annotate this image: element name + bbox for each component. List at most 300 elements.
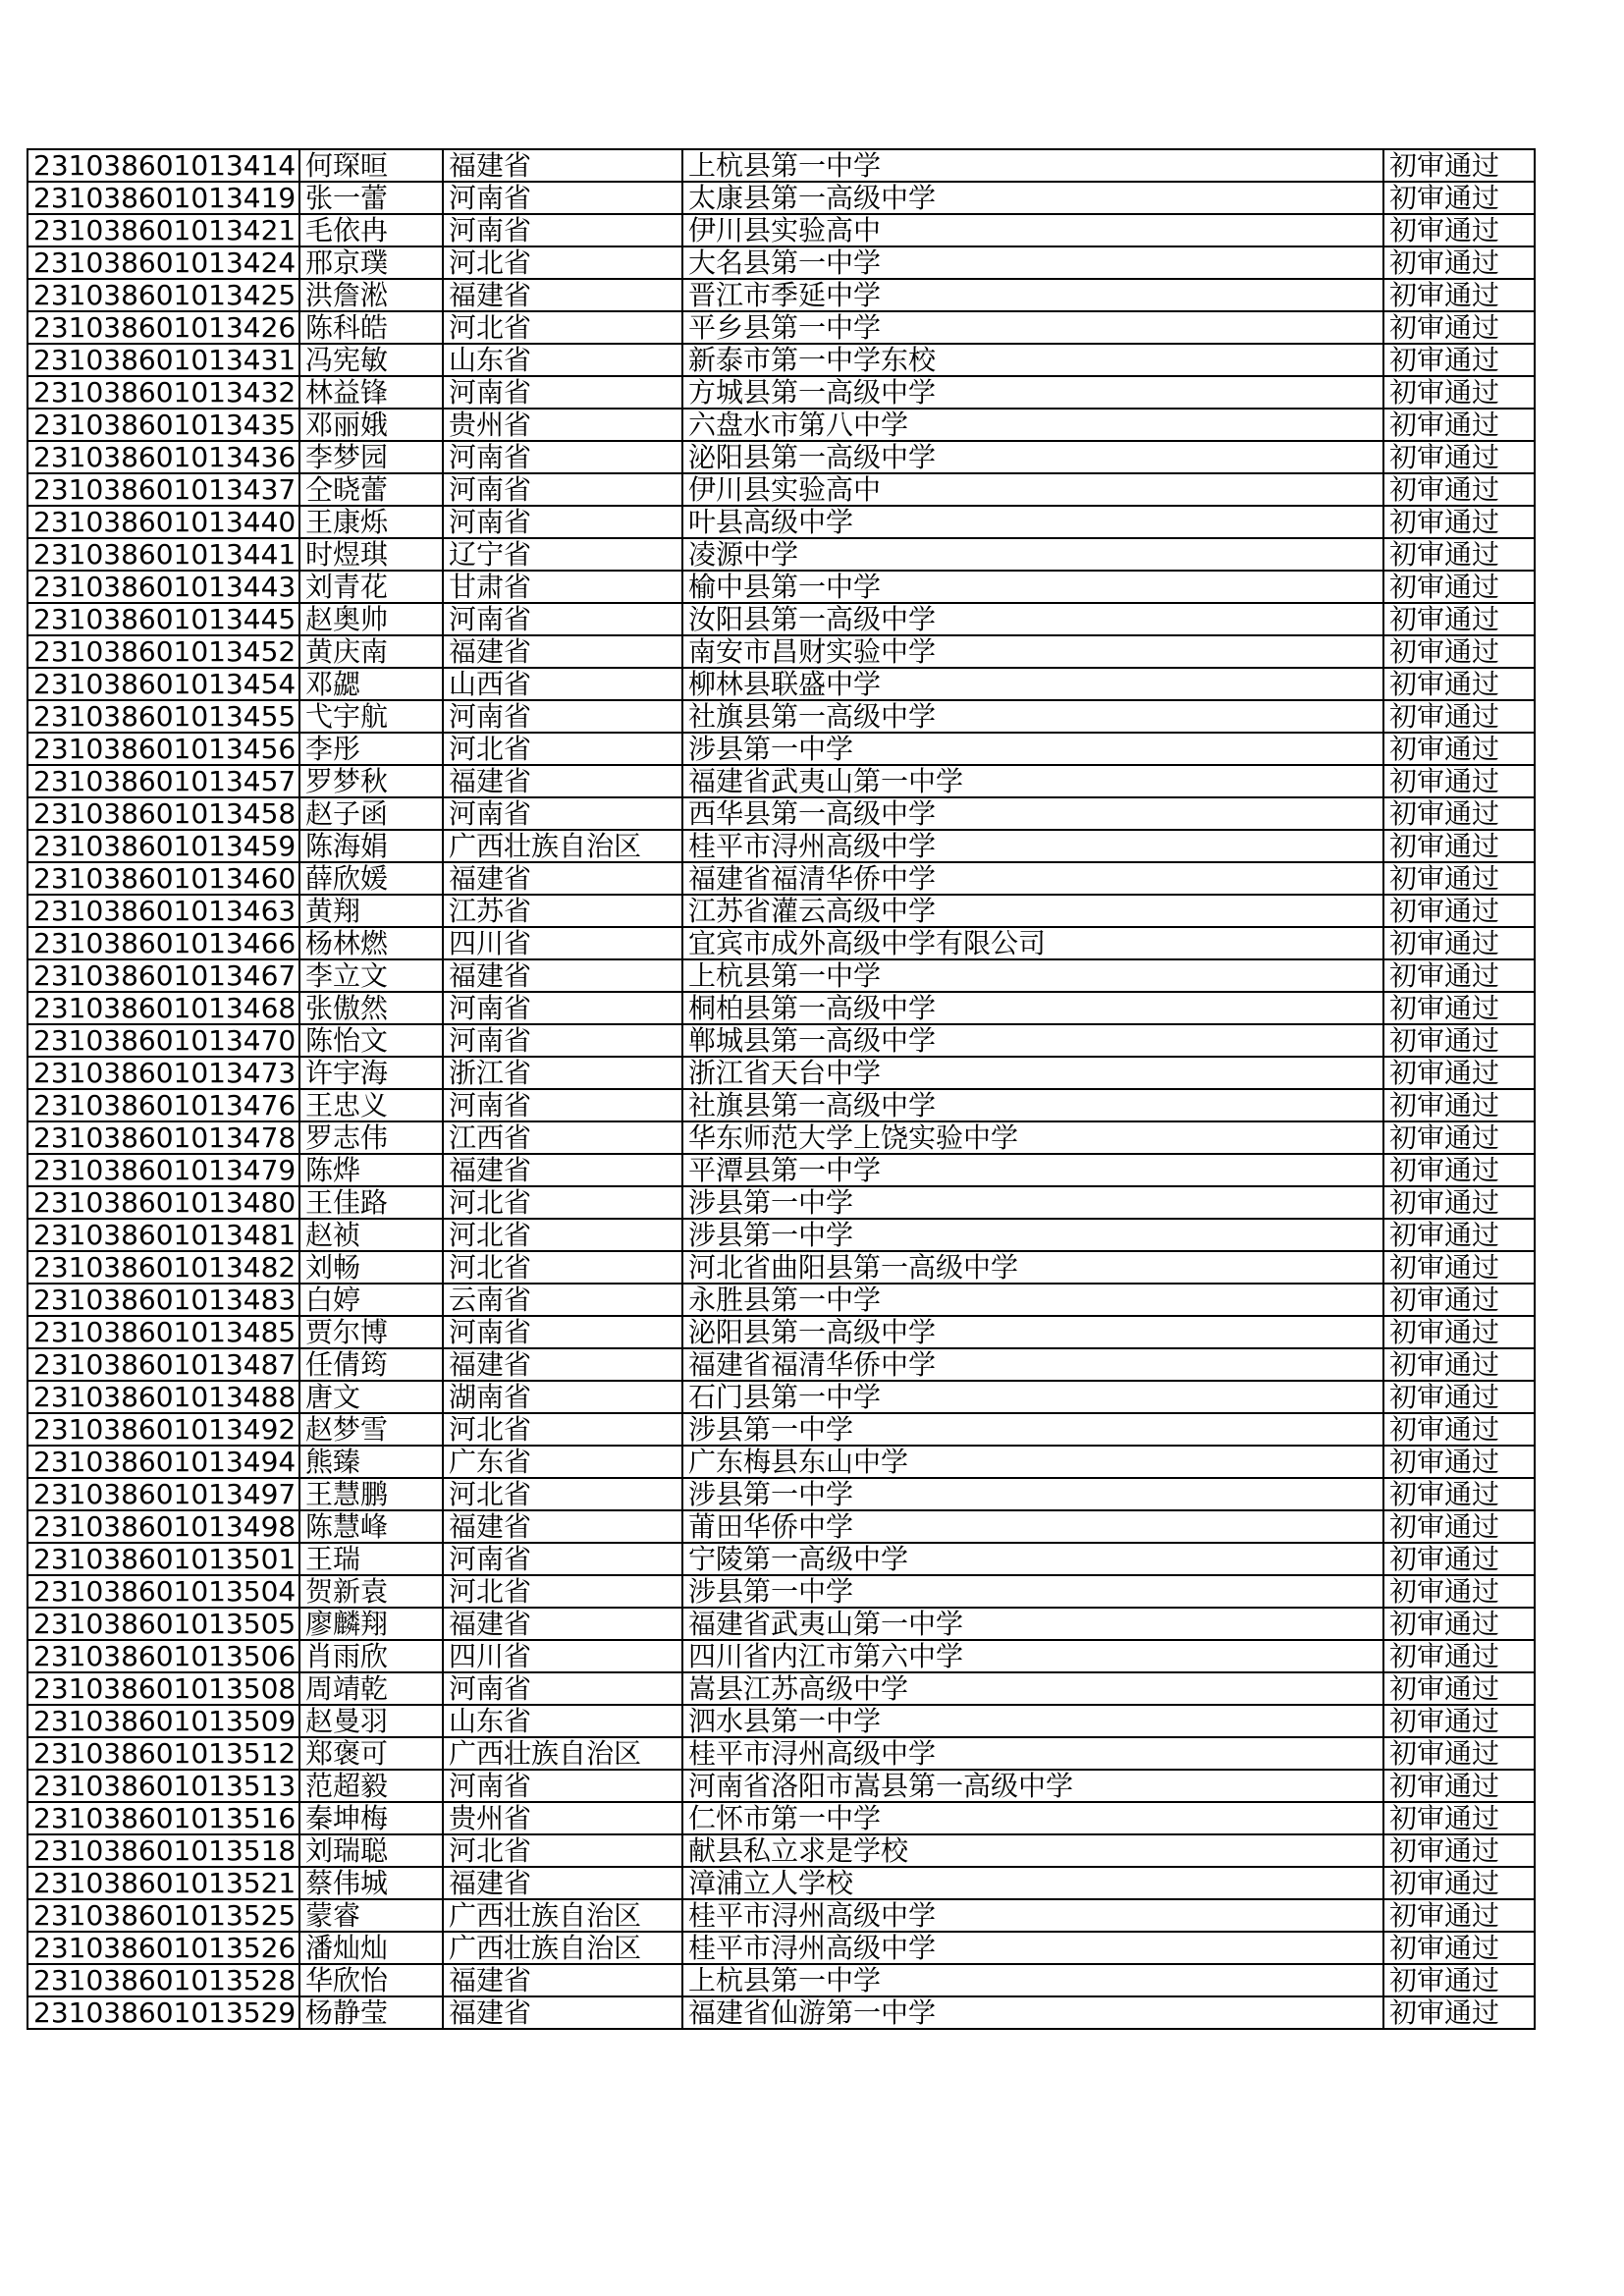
table-row <box>27 1186 1535 1219</box>
id-cell: 231038601013508 <box>27 1672 299 1705</box>
id-cell: 231038601013454 <box>27 668 299 700</box>
name-cell: 毛依冉 <box>299 214 443 246</box>
name-cell: 刘畅 <box>299 1251 443 1284</box>
name-cell: 唐文 <box>299 1381 443 1413</box>
table-row <box>27 473 1535 506</box>
school-cell: 上杭县第一中学 <box>682 1964 1383 1996</box>
status-cell: 初审通过 <box>1383 1024 1535 1057</box>
status-cell: 初审通过 <box>1383 1154 1535 1186</box>
province-cell: 辽宁省 <box>443 538 682 571</box>
province-cell: 广西壮族自治区 <box>443 1932 682 1964</box>
table-row <box>27 1575 1535 1608</box>
id-cell: 231038601013452 <box>27 635 299 668</box>
status-cell: 初审通过 <box>1383 959 1535 992</box>
name-cell: 何琛晅 <box>299 149 443 182</box>
table-row <box>27 1964 1535 1996</box>
id-cell: 231038601013476 <box>27 1089 299 1121</box>
status-cell: 初审通过 <box>1383 668 1535 700</box>
status-cell: 初审通过 <box>1383 1219 1535 1251</box>
province-cell: 河北省 <box>443 1251 682 1284</box>
name-cell: 赵子函 <box>299 797 443 830</box>
status-cell: 初审通过 <box>1383 1802 1535 1834</box>
id-cell: 231038601013467 <box>27 959 299 992</box>
table-row <box>27 1867 1535 1899</box>
school-cell: 福建省武夷山第一中学 <box>682 765 1383 797</box>
id-cell: 231038601013525 <box>27 1899 299 1932</box>
school-cell: 方城县第一高级中学 <box>682 376 1383 409</box>
status-cell: 初审通过 <box>1383 765 1535 797</box>
status-cell: 初审通过 <box>1383 1057 1535 1089</box>
name-cell: 周靖乾 <box>299 1672 443 1705</box>
status-cell: 初审通过 <box>1383 246 1535 279</box>
name-cell: 李立文 <box>299 959 443 992</box>
name-cell: 杨林燃 <box>299 927 443 959</box>
name-cell: 林益锋 <box>299 376 443 409</box>
province-cell: 河南省 <box>443 603 682 635</box>
school-cell: 漳浦立人学校 <box>682 1867 1383 1899</box>
status-cell: 初审通过 <box>1383 1705 1535 1737</box>
province-cell: 福建省 <box>443 959 682 992</box>
id-cell: 231038601013512 <box>27 1737 299 1770</box>
status-cell: 初审通过 <box>1383 895 1535 927</box>
id-cell: 231038601013473 <box>27 1057 299 1089</box>
table-row <box>27 635 1535 668</box>
school-cell: 桂平市浔州高级中学 <box>682 1932 1383 1964</box>
school-cell: 河北省曲阳县第一高级中学 <box>682 1251 1383 1284</box>
school-cell: 福建省武夷山第一中学 <box>682 1608 1383 1640</box>
id-cell: 231038601013487 <box>27 1348 299 1381</box>
id-cell: 231038601013425 <box>27 279 299 311</box>
name-cell: 王佳路 <box>299 1186 443 1219</box>
name-cell: 刘青花 <box>299 571 443 603</box>
table-row <box>27 538 1535 571</box>
table-row <box>27 1543 1535 1575</box>
id-cell: 231038601013459 <box>27 830 299 862</box>
province-cell: 山东省 <box>443 344 682 376</box>
name-cell: 贾尔博 <box>299 1316 443 1348</box>
id-cell: 231038601013463 <box>27 895 299 927</box>
province-cell: 福建省 <box>443 279 682 311</box>
table-row <box>27 441 1535 473</box>
name-cell: 王康烁 <box>299 506 443 538</box>
table-row <box>27 959 1535 992</box>
id-cell: 231038601013504 <box>27 1575 299 1608</box>
school-cell: 榆中县第一中学 <box>682 571 1383 603</box>
name-cell: 王忠义 <box>299 1089 443 1121</box>
school-cell: 宁陵第一高级中学 <box>682 1543 1383 1575</box>
status-cell: 初审通过 <box>1383 1737 1535 1770</box>
table-row <box>27 668 1535 700</box>
name-cell: 蔡伟城 <box>299 1867 443 1899</box>
name-cell: 刘瑞聪 <box>299 1834 443 1867</box>
status-cell: 初审通过 <box>1383 1640 1535 1672</box>
id-cell: 231038601013419 <box>27 182 299 214</box>
id-cell: 231038601013443 <box>27 571 299 603</box>
name-cell: 陈科皓 <box>299 311 443 344</box>
province-cell: 福建省 <box>443 635 682 668</box>
name-cell: 李梦园 <box>299 441 443 473</box>
table-row <box>27 1348 1535 1381</box>
id-cell: 231038601013435 <box>27 409 299 441</box>
school-cell: 平潭县第一中学 <box>682 1154 1383 1186</box>
id-cell: 231038601013456 <box>27 733 299 765</box>
school-cell: 永胜县第一中学 <box>682 1284 1383 1316</box>
province-cell: 福建省 <box>443 1348 682 1381</box>
table-row <box>27 1608 1535 1640</box>
status-cell: 初审通过 <box>1383 214 1535 246</box>
id-cell: 231038601013505 <box>27 1608 299 1640</box>
name-cell: 任倩筠 <box>299 1348 443 1381</box>
id-cell: 231038601013498 <box>27 1510 299 1543</box>
school-cell: 嵩县江苏高级中学 <box>682 1672 1383 1705</box>
id-cell: 231038601013526 <box>27 1932 299 1964</box>
id-cell: 231038601013518 <box>27 1834 299 1867</box>
table-row <box>27 311 1535 344</box>
status-cell: 初审通过 <box>1383 1316 1535 1348</box>
id-cell: 231038601013494 <box>27 1446 299 1478</box>
name-cell: 肖雨欣 <box>299 1640 443 1672</box>
id-cell: 231038601013488 <box>27 1381 299 1413</box>
school-cell: 福建省福清华侨中学 <box>682 862 1383 895</box>
name-cell: 张傲然 <box>299 992 443 1024</box>
name-cell: 白婷 <box>299 1284 443 1316</box>
id-cell: 231038601013529 <box>27 1996 299 2029</box>
table-row <box>27 700 1535 733</box>
school-cell: 浙江省天台中学 <box>682 1057 1383 1089</box>
school-cell: 晋江市季延中学 <box>682 279 1383 311</box>
name-cell: 洪詹淞 <box>299 279 443 311</box>
id-cell: 231038601013441 <box>27 538 299 571</box>
table-row <box>27 992 1535 1024</box>
status-cell: 初审通过 <box>1383 344 1535 376</box>
province-cell: 贵州省 <box>443 409 682 441</box>
status-cell: 初审通过 <box>1383 1575 1535 1608</box>
province-cell: 福建省 <box>443 149 682 182</box>
id-cell: 231038601013479 <box>27 1154 299 1186</box>
province-cell: 福建省 <box>443 862 682 895</box>
name-cell: 仝晓蕾 <box>299 473 443 506</box>
name-cell: 邢京璞 <box>299 246 443 279</box>
province-cell: 福建省 <box>443 765 682 797</box>
province-cell: 广西壮族自治区 <box>443 830 682 862</box>
school-cell: 涉县第一中学 <box>682 733 1383 765</box>
status-cell: 初审通过 <box>1383 1932 1535 1964</box>
status-cell: 初审通过 <box>1383 1770 1535 1802</box>
name-cell: 杨静莹 <box>299 1996 443 2029</box>
province-cell: 江苏省 <box>443 895 682 927</box>
table-row <box>27 862 1535 895</box>
province-cell: 广西壮族自治区 <box>443 1737 682 1770</box>
id-cell: 231038601013497 <box>27 1478 299 1510</box>
table-row <box>27 1478 1535 1510</box>
province-cell: 河南省 <box>443 1770 682 1802</box>
name-cell: 陈怡文 <box>299 1024 443 1057</box>
province-cell: 河南省 <box>443 182 682 214</box>
name-cell: 冯宪敏 <box>299 344 443 376</box>
school-cell: 华东师范大学上饶实验中学 <box>682 1121 1383 1154</box>
province-cell: 河北省 <box>443 1186 682 1219</box>
table-row <box>27 1121 1535 1154</box>
province-cell: 湖南省 <box>443 1381 682 1413</box>
name-cell: 时煜琪 <box>299 538 443 571</box>
status-cell: 初审通过 <box>1383 182 1535 214</box>
province-cell: 河南省 <box>443 992 682 1024</box>
school-cell: 泌阳县第一高级中学 <box>682 441 1383 473</box>
status-cell: 初审通过 <box>1383 862 1535 895</box>
id-cell: 231038601013421 <box>27 214 299 246</box>
province-cell: 福建省 <box>443 1608 682 1640</box>
status-cell: 初审通过 <box>1383 1899 1535 1932</box>
id-cell: 231038601013437 <box>27 473 299 506</box>
status-cell: 初审通过 <box>1383 1089 1535 1121</box>
name-cell: 邓勰 <box>299 668 443 700</box>
table-row <box>27 1996 1535 2029</box>
school-cell: 太康县第一高级中学 <box>682 182 1383 214</box>
school-cell: 宜宾市成外高级中学有限公司 <box>682 927 1383 959</box>
id-cell: 231038601013457 <box>27 765 299 797</box>
name-cell: 陈烨 <box>299 1154 443 1186</box>
table-row <box>27 1802 1535 1834</box>
name-cell: 范超毅 <box>299 1770 443 1802</box>
school-cell: 社旗县第一高级中学 <box>682 700 1383 733</box>
table-row <box>27 797 1535 830</box>
results-table <box>27 148 1536 2030</box>
table-row <box>27 506 1535 538</box>
name-cell: 王慧鹏 <box>299 1478 443 1510</box>
province-cell: 河南省 <box>443 797 682 830</box>
province-cell: 云南省 <box>443 1284 682 1316</box>
status-cell: 初审通过 <box>1383 279 1535 311</box>
table-row <box>27 1672 1535 1705</box>
table-row <box>27 603 1535 635</box>
school-cell: 桐柏县第一高级中学 <box>682 992 1383 1024</box>
name-cell: 赵奥帅 <box>299 603 443 635</box>
table-row <box>27 1899 1535 1932</box>
status-cell: 初审通过 <box>1383 1446 1535 1478</box>
table-row <box>27 1251 1535 1284</box>
status-cell: 初审通过 <box>1383 1381 1535 1413</box>
status-cell: 初审通过 <box>1383 1834 1535 1867</box>
id-cell: 231038601013482 <box>27 1251 299 1284</box>
school-cell: 献县私立求是学校 <box>682 1834 1383 1867</box>
table-row <box>27 1932 1535 1964</box>
status-cell: 初审通过 <box>1383 1672 1535 1705</box>
id-cell: 231038601013445 <box>27 603 299 635</box>
name-cell: 陈慧峰 <box>299 1510 443 1543</box>
school-cell: 六盘水市第八中学 <box>682 409 1383 441</box>
province-cell: 浙江省 <box>443 1057 682 1089</box>
status-cell: 初审通过 <box>1383 506 1535 538</box>
status-cell: 初审通过 <box>1383 1186 1535 1219</box>
school-cell: 石门县第一中学 <box>682 1381 1383 1413</box>
province-cell: 河南省 <box>443 376 682 409</box>
school-cell: 桂平市浔州高级中学 <box>682 1737 1383 1770</box>
status-cell: 初审通过 <box>1383 797 1535 830</box>
table-row <box>27 1089 1535 1121</box>
school-cell: 汝阳县第一高级中学 <box>682 603 1383 635</box>
table-row <box>27 182 1535 214</box>
id-cell: 231038601013509 <box>27 1705 299 1737</box>
province-cell: 河北省 <box>443 246 682 279</box>
name-cell: 张一蕾 <box>299 182 443 214</box>
school-cell: 桂平市浔州高级中学 <box>682 1899 1383 1932</box>
school-cell: 凌源中学 <box>682 538 1383 571</box>
school-cell: 上杭县第一中学 <box>682 959 1383 992</box>
table-row <box>27 214 1535 246</box>
school-cell: 伊川县实验高中 <box>682 214 1383 246</box>
school-cell: 江苏省灌云高级中学 <box>682 895 1383 927</box>
table-row <box>27 409 1535 441</box>
school-cell: 柳林县联盛中学 <box>682 668 1383 700</box>
name-cell: 贺新袁 <box>299 1575 443 1608</box>
id-cell: 231038601013458 <box>27 797 299 830</box>
status-cell: 初审通过 <box>1383 571 1535 603</box>
province-cell: 福建省 <box>443 1996 682 2029</box>
school-cell: 上杭县第一中学 <box>682 149 1383 182</box>
name-cell: 罗志伟 <box>299 1121 443 1154</box>
id-cell: 231038601013516 <box>27 1802 299 1834</box>
id-cell: 231038601013478 <box>27 1121 299 1154</box>
status-cell: 初审通过 <box>1383 473 1535 506</box>
school-cell: 涉县第一中学 <box>682 1186 1383 1219</box>
id-cell: 231038601013483 <box>27 1284 299 1316</box>
school-cell: 平乡县第一中学 <box>682 311 1383 344</box>
status-cell: 初审通过 <box>1383 1867 1535 1899</box>
status-cell: 初审通过 <box>1383 733 1535 765</box>
province-cell: 河北省 <box>443 1575 682 1608</box>
table-row <box>27 246 1535 279</box>
table-row <box>27 571 1535 603</box>
school-cell: 叶县高级中学 <box>682 506 1383 538</box>
table-row <box>27 830 1535 862</box>
id-cell: 231038601013440 <box>27 506 299 538</box>
table-row <box>27 1154 1535 1186</box>
school-cell: 四川省内江市第六中学 <box>682 1640 1383 1672</box>
school-cell: 大名县第一中学 <box>682 246 1383 279</box>
table-row <box>27 376 1535 409</box>
id-cell: 231038601013468 <box>27 992 299 1024</box>
id-cell: 231038601013506 <box>27 1640 299 1672</box>
status-cell: 初审通过 <box>1383 830 1535 862</box>
province-cell: 河南省 <box>443 1024 682 1057</box>
name-cell: 薛欣媛 <box>299 862 443 895</box>
table-row <box>27 765 1535 797</box>
name-cell: 华欣怡 <box>299 1964 443 1996</box>
status-cell: 初审通过 <box>1383 1284 1535 1316</box>
province-cell: 福建省 <box>443 1154 682 1186</box>
table-row <box>27 1024 1535 1057</box>
status-cell: 初审通过 <box>1383 409 1535 441</box>
table-row <box>27 1057 1535 1089</box>
table-row <box>27 927 1535 959</box>
status-cell: 初审通过 <box>1383 992 1535 1024</box>
school-cell: 郸城县第一高级中学 <box>682 1024 1383 1057</box>
school-cell: 西华县第一高级中学 <box>682 797 1383 830</box>
province-cell: 贵州省 <box>443 1802 682 1834</box>
status-cell: 初审通过 <box>1383 1510 1535 1543</box>
status-cell: 初审通过 <box>1383 311 1535 344</box>
id-cell: 231038601013501 <box>27 1543 299 1575</box>
status-cell: 初审通过 <box>1383 441 1535 473</box>
id-cell: 231038601013424 <box>27 246 299 279</box>
id-cell: 231038601013513 <box>27 1770 299 1802</box>
table-row <box>27 1446 1535 1478</box>
table-row <box>27 1219 1535 1251</box>
results-table-body <box>27 149 1535 2029</box>
name-cell: 黄庆南 <box>299 635 443 668</box>
id-cell: 231038601013431 <box>27 344 299 376</box>
province-cell: 河北省 <box>443 1413 682 1446</box>
province-cell: 河北省 <box>443 733 682 765</box>
status-cell: 初审通过 <box>1383 700 1535 733</box>
status-cell: 初审通过 <box>1383 1413 1535 1446</box>
school-cell: 新泰市第一中学东校 <box>682 344 1383 376</box>
province-cell: 河南省 <box>443 473 682 506</box>
province-cell: 河南省 <box>443 441 682 473</box>
status-cell: 初审通过 <box>1383 635 1535 668</box>
table-row <box>27 1413 1535 1446</box>
name-cell: 赵曼羽 <box>299 1705 443 1737</box>
name-cell: 郑褒可 <box>299 1737 443 1770</box>
school-cell: 伊川县实验高中 <box>682 473 1383 506</box>
name-cell: 潘灿灿 <box>299 1932 443 1964</box>
table-row <box>27 1381 1535 1413</box>
province-cell: 河南省 <box>443 1543 682 1575</box>
name-cell: 蒙睿 <box>299 1899 443 1932</box>
province-cell: 江西省 <box>443 1121 682 1154</box>
province-cell: 河北省 <box>443 1834 682 1867</box>
province-cell: 河北省 <box>443 1478 682 1510</box>
province-cell: 山东省 <box>443 1705 682 1737</box>
id-cell: 231038601013455 <box>27 700 299 733</box>
table-row <box>27 344 1535 376</box>
province-cell: 河南省 <box>443 700 682 733</box>
status-cell: 初审通过 <box>1383 1251 1535 1284</box>
table-row <box>27 1510 1535 1543</box>
school-cell: 社旗县第一高级中学 <box>682 1089 1383 1121</box>
school-cell: 桂平市浔州高级中学 <box>682 830 1383 862</box>
name-cell: 赵祯 <box>299 1219 443 1251</box>
school-cell: 涉县第一中学 <box>682 1413 1383 1446</box>
school-cell: 南安市昌财实验中学 <box>682 635 1383 668</box>
school-cell: 福建省福清华侨中学 <box>682 1348 1383 1381</box>
province-cell: 福建省 <box>443 1867 682 1899</box>
table-row <box>27 279 1535 311</box>
province-cell: 广西壮族自治区 <box>443 1899 682 1932</box>
status-cell: 初审通过 <box>1383 1608 1535 1640</box>
province-cell: 四川省 <box>443 1640 682 1672</box>
province-cell: 山西省 <box>443 668 682 700</box>
status-cell: 初审通过 <box>1383 1964 1535 1996</box>
name-cell: 罗梦秋 <box>299 765 443 797</box>
status-cell: 初审通过 <box>1383 603 1535 635</box>
table-row <box>27 1284 1535 1316</box>
province-cell: 甘肃省 <box>443 571 682 603</box>
name-cell: 陈海娟 <box>299 830 443 862</box>
id-cell: 231038601013528 <box>27 1964 299 1996</box>
school-cell: 广东梅县东山中学 <box>682 1446 1383 1478</box>
status-cell: 初审通过 <box>1383 149 1535 182</box>
table-row <box>27 733 1535 765</box>
province-cell: 福建省 <box>443 1964 682 1996</box>
table-row <box>27 1316 1535 1348</box>
school-cell: 莆田华侨中学 <box>682 1510 1383 1543</box>
province-cell: 广东省 <box>443 1446 682 1478</box>
table-row <box>27 1737 1535 1770</box>
id-cell: 231038601013470 <box>27 1024 299 1057</box>
table-row <box>27 1770 1535 1802</box>
id-cell: 231038601013426 <box>27 311 299 344</box>
